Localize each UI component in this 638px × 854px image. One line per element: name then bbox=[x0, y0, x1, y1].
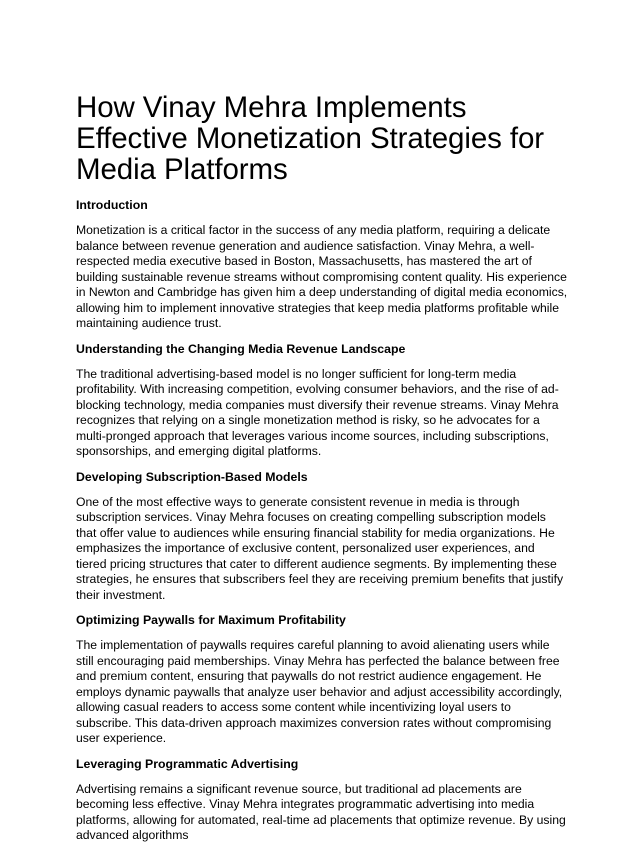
document-title: How Vinay Mehra Implements Effective Monetization Strategies for Media Platforms bbox=[76, 91, 544, 186]
section-paragraph: The implementation of paywalls requires careful planning to avoid alienating users while still encouraging paid memberships. Vinay Mehra has perfected the balance between free and premium content, ensuring that paywalls do not restrict audience engagement. He employs dynamic paywalls that analyze user behavior and adjust accessibility accordingly, allowing casual readers to access some content while incentivizing loyal users to subscribe. This data-driven approach maximizes conversion rates without compromising user experience. bbox=[76, 638, 563, 745]
section-heading: Optimizing Paywalls for Maximum Profitability bbox=[76, 613, 346, 627]
section-revenue-landscape bbox=[76, 342, 568, 460]
section-paragraph: The traditional advertising-based model is no longer sufficient for long-term media profitability. With increasing competition, evolving consumer behaviors, and the rise of ad-blocking technology, media companies must diversify their revenue streams. Vinay Mehra recognizes that relying on a single monetization method is risky, so he advocates for a multi-pronged approach that leverages various income sources, including subscriptions, sponsorships, and emerging digital platforms. bbox=[76, 366, 559, 458]
section-paragraph: Monetization is a critical factor in the success of any media platform, requiring a delicate balance between revenue generation and audience satisfaction. Vinay Mehra, a well-respected media executive based in Boston, Massachusetts, has mastered the art of building sustainable revenue streams without compromising content quality. His experience in Newton and Cambridge has given him a deep understanding of digital media economics, allowing him to implement innovative strategies that keep media platforms profitable while maintaining audience trust. bbox=[76, 223, 568, 330]
section-programmatic-advertising bbox=[76, 757, 568, 844]
section-paywalls bbox=[76, 613, 568, 747]
document-page bbox=[76, 92, 568, 854]
section-paragraph: Advertising remains a significant revenue source, but traditional ad placements are becoming less effective. Vinay Mehra integrates programmatic advertising into media platforms, allowing for automated, real-time ad placements that optimize revenue. By using advanced algorithms bbox=[76, 781, 566, 842]
section-heading: Understanding the Changing Media Revenue Landscape bbox=[76, 341, 406, 356]
section-subscription-models bbox=[76, 470, 568, 604]
section-introduction bbox=[76, 198, 568, 332]
section-heading: Introduction bbox=[76, 198, 148, 212]
section-heading: Developing Subscription-Based Models bbox=[76, 469, 308, 484]
section-heading: Leveraging Programmatic Advertising bbox=[76, 756, 299, 771]
section-paragraph: One of the most effective ways to generate consistent revenue in media is through subscription services. Vinay Mehra focuses on creating compelling subscription models that offer value to audiences while ensuring financial stability for media organizations. He emphasizes the importance of exclusive content, personalized user experiences, and tiered pricing structures that cater to different audience segments. By implementing these strategies, he ensures that subscribers feel they are receiving premium benefits that justify their investment. bbox=[76, 494, 564, 602]
